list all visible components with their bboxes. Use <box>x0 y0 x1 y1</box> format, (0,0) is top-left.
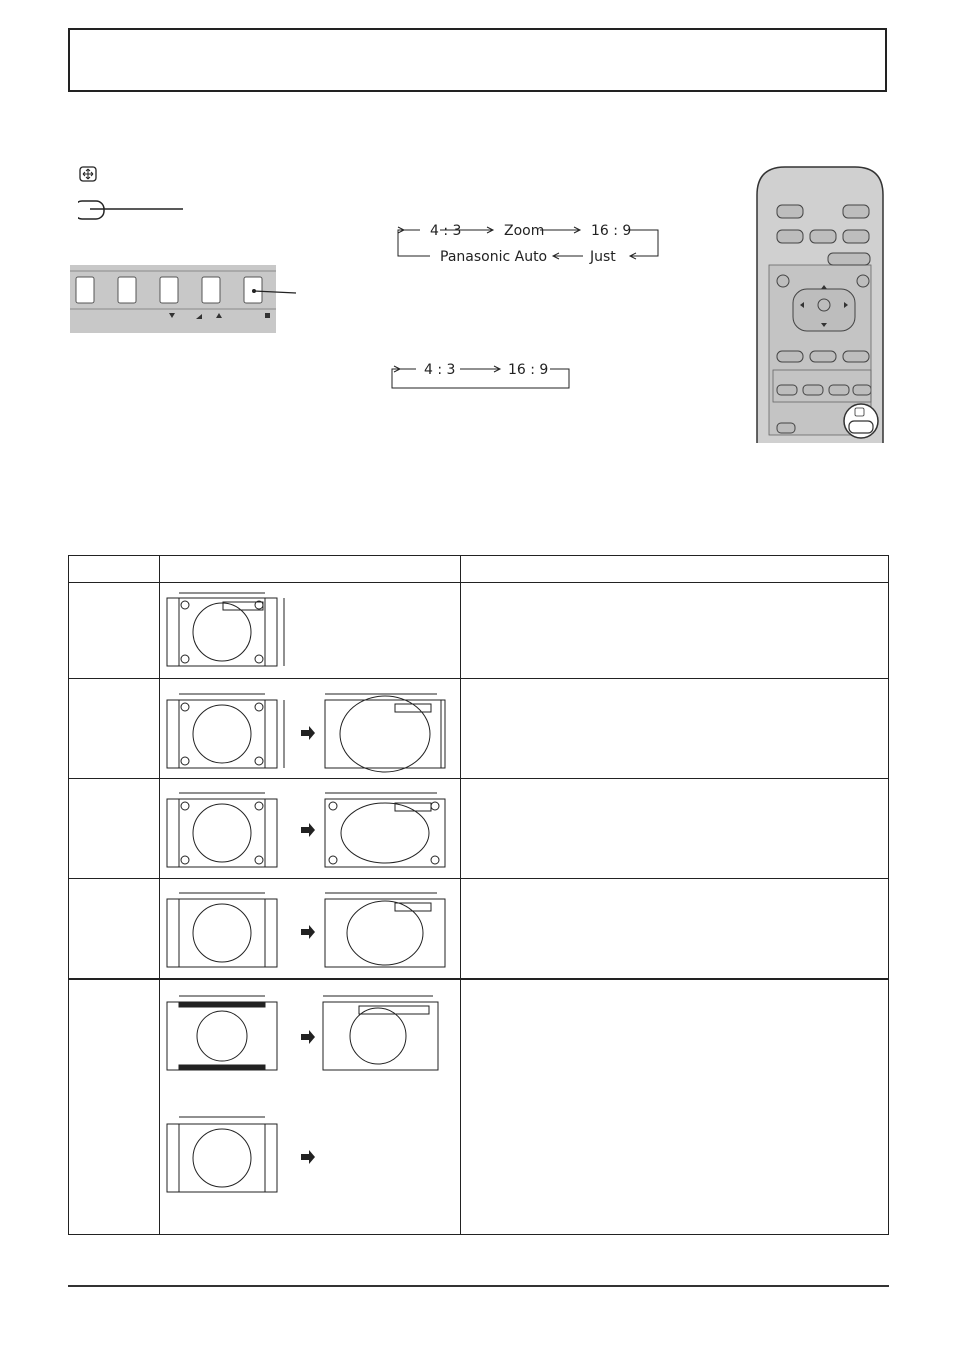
flow-item-panasonic-auto: Panasonic Auto <box>440 249 548 265</box>
aspect-icon <box>80 167 96 181</box>
row-panasonic-auto-illustration <box>163 990 453 1210</box>
unit-button-panel <box>68 263 308 335</box>
aspect-button-callout <box>78 165 198 225</box>
flow-item-just: Just <box>590 249 616 265</box>
remote-power-button[interactable] <box>777 205 803 218</box>
flow-item-zoom: Zoom <box>504 223 545 239</box>
aspect-button-shape[interactable] <box>78 201 104 219</box>
row-16-9-illustration <box>163 785 453 873</box>
row-just-illustration <box>163 885 453 973</box>
flow-item-4-3: 4 : 3 <box>430 223 462 239</box>
flow-pc-item-16-9: 16 : 9 <box>508 362 549 378</box>
aspect-flow-pc <box>388 358 578 394</box>
aspect-flow-video <box>390 218 670 268</box>
flow-item-16-9: 16 : 9 <box>591 223 632 239</box>
footer-rule <box>68 1285 889 1287</box>
remote-aspect-button[interactable] <box>849 421 873 433</box>
remote-control <box>755 165 890 445</box>
page-title-frame <box>68 28 887 92</box>
row-zoom-illustration <box>163 686 453 774</box>
row-4-3-illustration <box>163 588 303 672</box>
flow-pc-item-4-3: 4 : 3 <box>424 362 456 378</box>
